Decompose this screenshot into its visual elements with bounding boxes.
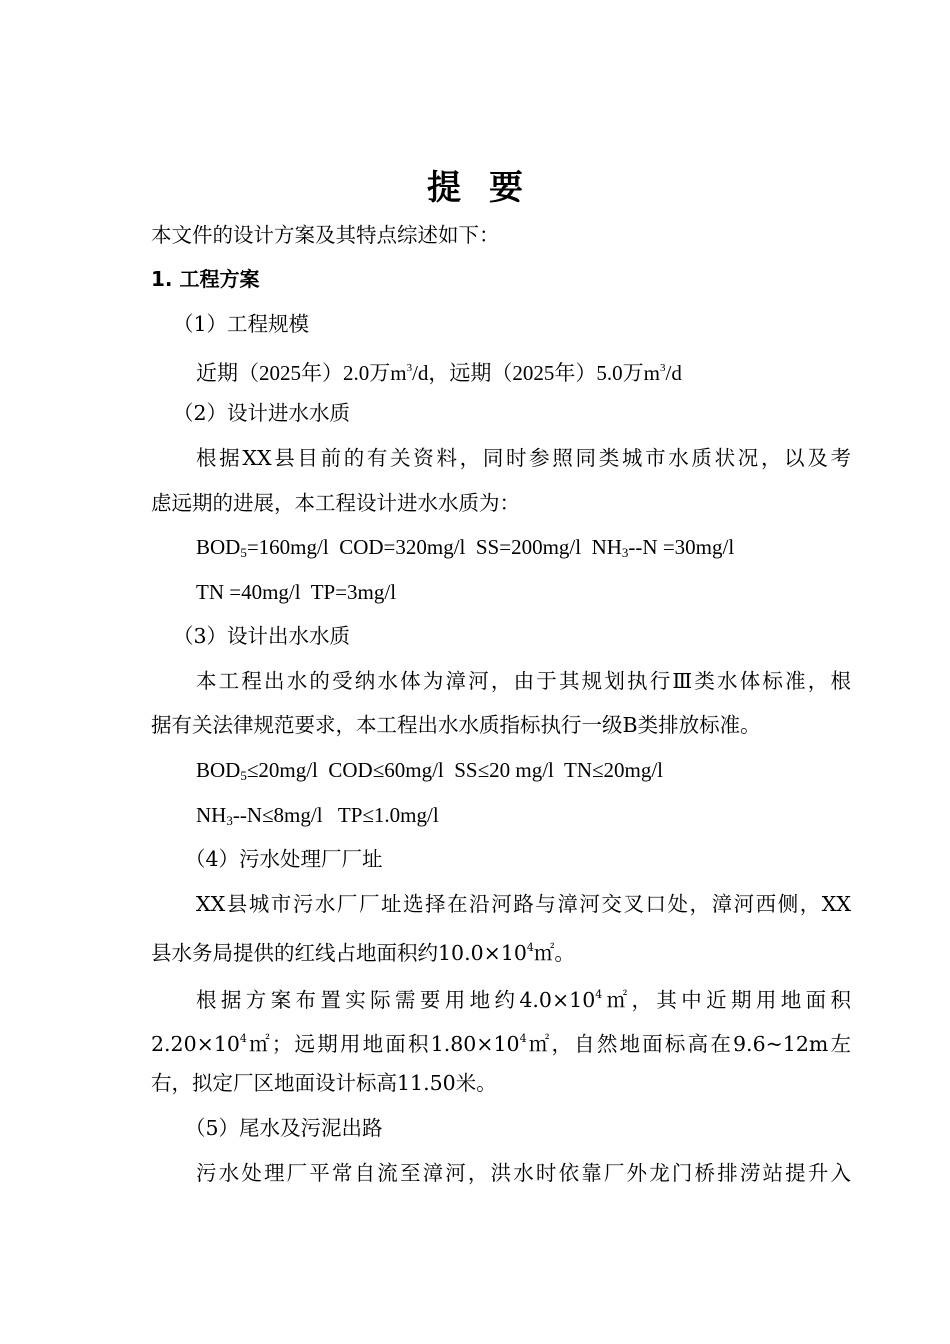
site-paragraph-line-4: $2.20\times 10^4㎡$；远期用地面积$1.80\times 10^4㎡$，自然地面标高在9.6~12m左 [151, 1032, 852, 1056]
scale-text: 近期（2025年）2.0万$m^3/d$，远期（2025年）5.0万$m^3/d$ [196, 361, 682, 385]
outflow-quality-values-1: $BOD_5\le 20mg/l$ COD≤60mg/l SS≤20 mg/l TN≤20mg/l [196, 758, 664, 783]
site-paragraph-line-5: 右，拟定厂区地面设计标高11.50米。 [151, 1071, 497, 1095]
outflow-paragraph-line-2: 据有关法律规范要求，本工程出水水质指标执行一级B类排放标准。 [151, 713, 761, 737]
subheading-inflow: （2）设计进水水质 [173, 401, 351, 425]
inflow-paragraph-line-2: 虑远期的进展，本工程设计进水水质为： [151, 491, 520, 515]
site-paragraph-line-3: 根据方案布置实际需要用地约$4.0\times 10^4㎡$，其中近期用地面积 [196, 988, 851, 1012]
subheading-outlet: （5）尾水及污泥出路 [185, 1116, 383, 1140]
inflow-quality-values-2: TN =40mg/l TP=3mg/l [196, 580, 397, 604]
intro-paragraph: 本文件的设计方案及其特点综述如下： [151, 223, 500, 247]
outflow-paragraph-line-1: 本工程出水的受纳水体为漳河，由于其规划执行Ⅲ类水体标准，根 [196, 669, 851, 693]
inflow-paragraph-line-1: 根据XX县目前的有关资料，同时参照同类城市水质状况，以及考 [196, 446, 851, 470]
site-paragraph-line-2: 县水务局提供的红线占地面积约$10.0\times 10^4㎡$。 [151, 941, 575, 965]
subheading-site: （4）污水处理厂厂址 [185, 847, 383, 871]
inflow-quality-values-1: $BOD_5=160mg/l$ COD=320mg/l SS=200mg/l $NH_3--N =30mg/l$ [196, 535, 735, 560]
subheading-scale: （1）工程规模 [173, 312, 310, 336]
site-paragraph-line-1: XX县城市污水厂厂址选择在沿河路与漳河交叉口处，漳河西侧，XX [196, 892, 851, 916]
section-heading: 1. 工程方案 [151, 267, 260, 291]
outflow-quality-values-2: $NH_3--N\le 8mg/l$ TP≤1.0mg/l [196, 803, 439, 828]
outlet-paragraph-line-1: 污水处理厂平常自流至漳河，洪水时依靠厂外龙门桥排涝站提升入 [196, 1161, 851, 1185]
subheading-outflow: （3）设计出水水质 [173, 624, 351, 648]
page-title: 提要 [427, 168, 551, 208]
